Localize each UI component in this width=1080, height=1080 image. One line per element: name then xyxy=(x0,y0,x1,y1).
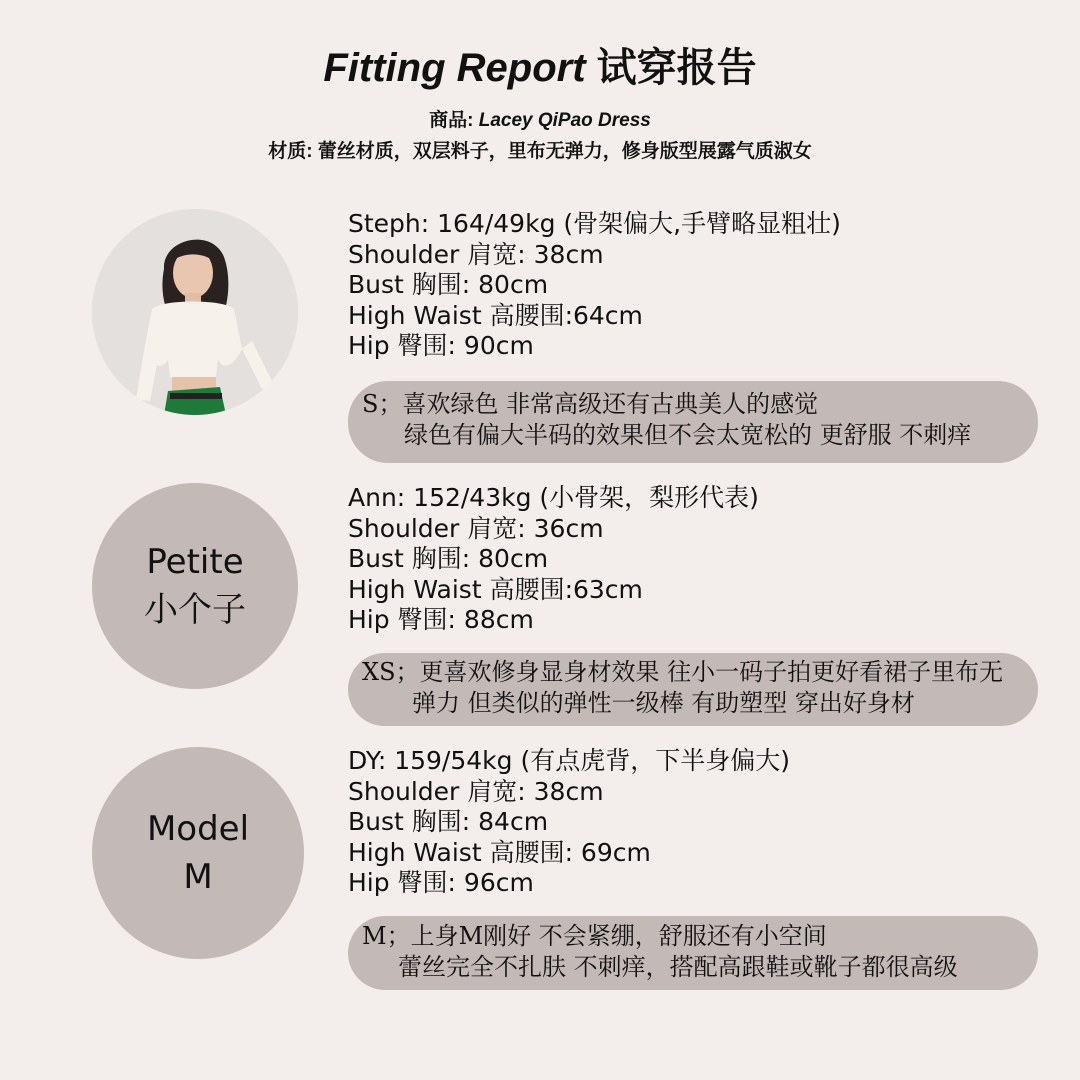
stats-line-shoulder: Shoulder 肩宽: 36cm xyxy=(348,513,604,543)
model-stats-ann xyxy=(348,483,759,636)
note-line-1: XS；更喜欢修身显身材效果 往小一码子拍更好看裙子里布无 xyxy=(362,658,1004,686)
stats-line-hip: Hip 臀围: 96cm xyxy=(348,868,534,897)
stats-line-hip: Hip 臀围: 90cm xyxy=(348,331,534,360)
stats-line-hip: Hip 臀围: 88cm xyxy=(348,605,534,634)
avatar-label-line-2: M xyxy=(183,857,213,897)
stats-line-shoulder: Shoulder 肩宽: 38cm xyxy=(348,239,604,269)
material-description: 蕾丝材质，双层料子，里布无弹力，修身版型展露气质淑女 xyxy=(317,141,812,162)
product-label: 商品: xyxy=(429,110,474,131)
note-line-2: 蕾丝完全不扎肤 不刺痒，搭配高跟鞋或靴子都很高级 xyxy=(398,953,958,981)
avatar-label-line-1: Model xyxy=(146,809,250,849)
stats-line-waist: High Waist 高腰围:64cm xyxy=(348,300,643,330)
product-line xyxy=(0,108,1080,134)
avatar-label-line-1: Petite xyxy=(146,542,244,582)
note-line-2: 绿色有偏大半码的效果但不会太宽松的 更舒服 不刺痒 xyxy=(404,421,972,449)
stats-line-bust: Bust 胸围: 80cm xyxy=(348,270,549,299)
stats-line-summary: DY: 159/54kg (有点虎背，下半身偏大) xyxy=(348,746,790,775)
page-title xyxy=(0,40,1080,96)
note-line-1: M；上身M刚好 不会紧绷，舒服还有小空间 xyxy=(362,922,827,950)
note-line-1: S；喜欢绿色 非常高级还有古典美人的感觉 xyxy=(362,390,819,418)
stats-line-bust: Bust 胸围: 80cm xyxy=(348,544,549,573)
avatar-label-line-2: 小个子 xyxy=(144,590,246,630)
title-chinese: 试穿报告 xyxy=(596,46,757,90)
model-photo-icon xyxy=(92,209,298,415)
material-label: 材质: xyxy=(268,141,313,162)
stats-line-bust: Bust 胸围: 84cm xyxy=(348,807,549,836)
model-stats-steph xyxy=(348,209,841,362)
fit-note-ann xyxy=(348,653,1038,726)
model-stats-dy xyxy=(348,746,790,899)
title-english: Fitting Report xyxy=(323,46,586,90)
fit-note-steph xyxy=(348,381,1038,463)
fit-note-dy xyxy=(348,916,1038,990)
stats-line-shoulder: Shoulder 肩宽: 38cm xyxy=(348,776,604,806)
petite-avatar xyxy=(92,483,298,689)
model-m-avatar xyxy=(92,747,304,959)
stats-line-waist: High Waist 高腰围: 69cm xyxy=(348,837,651,867)
stats-line-summary: Steph: 164/49kg (骨架偏大,手臂略显粗壮) xyxy=(348,209,841,238)
model-photo-avatar xyxy=(92,209,298,415)
stats-line-waist: High Waist 高腰围:63cm xyxy=(348,574,643,604)
product-name: Lacey QiPao Dress xyxy=(478,110,651,131)
stats-line-summary: Ann: 152/43kg (小骨架，梨形代表) xyxy=(348,483,759,512)
note-line-2: 弹力 但类似的弹性一级棒 有助塑型 穿出好身材 xyxy=(412,689,915,717)
material-line xyxy=(0,139,1080,165)
